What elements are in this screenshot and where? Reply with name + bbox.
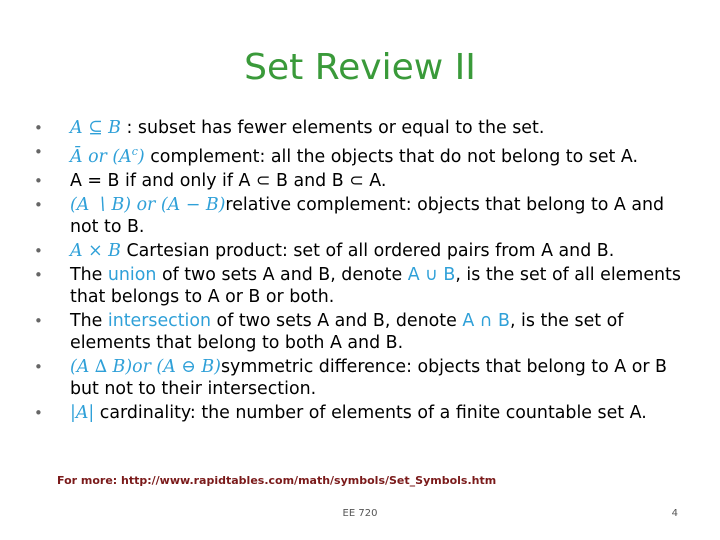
bullet-symmetric-difference bbox=[34, 356, 684, 400]
bullet-dot: • bbox=[34, 403, 43, 422]
bullet-cardinality bbox=[34, 402, 684, 424]
page-number: 4 bbox=[671, 508, 678, 519]
bullet-text-mid: of two sets A and B, denote bbox=[156, 264, 408, 285]
slide-title: Set Review II bbox=[244, 47, 476, 88]
highlight-notation: A ∪ B bbox=[407, 264, 456, 285]
bullet-union bbox=[34, 264, 684, 308]
math-superscript: c bbox=[131, 145, 138, 158]
bullet-complement bbox=[34, 141, 684, 168]
reference-link[interactable]: For more: http://www.rapidtables.com/math/symbols/Set_Symbols.htm bbox=[57, 474, 497, 487]
bullet-text: Cartesian product: set of all ordered pairs from A and B. bbox=[120, 240, 615, 261]
bullet-list bbox=[34, 117, 684, 426]
math-expression-close: ) bbox=[137, 146, 145, 167]
bullet-text-pre: The bbox=[70, 310, 108, 331]
bullet-text: symmetric difference: objects that belong to A or B but not to their intersection. bbox=[70, 356, 667, 399]
bullet-dot: • bbox=[34, 357, 43, 376]
bullet-relative-complement bbox=[34, 194, 684, 238]
bullet-text: A = B if and only if A ⊂ B and B ⊂ A. bbox=[70, 170, 387, 191]
math-expression: |A| bbox=[70, 402, 95, 423]
bullet-dot: • bbox=[34, 143, 43, 161]
math-expression: (A ∖ B) or (A − B) bbox=[70, 194, 226, 215]
bullet-dot: • bbox=[34, 171, 43, 190]
highlight-notation: A ∩ B bbox=[462, 310, 510, 331]
bullet-cartesian-product bbox=[34, 240, 684, 262]
math-expression: Ā or (A bbox=[70, 146, 132, 167]
footer-course: EE 720 bbox=[342, 508, 378, 519]
bullet-text: complement: all the objects that do not belong to set A. bbox=[144, 146, 638, 167]
bullet-text: cardinality: the number of elements of a finite countable set A. bbox=[94, 402, 647, 423]
highlight-term: union bbox=[107, 264, 157, 285]
math-expression: A × B bbox=[70, 240, 121, 261]
math-expression: A ⊆ B bbox=[70, 118, 121, 138]
bullet-dot: • bbox=[34, 265, 43, 284]
bullet-dot: • bbox=[34, 119, 43, 137]
bullet-dot: • bbox=[34, 241, 43, 260]
bullet-text-mid: of two sets A and B, denote bbox=[211, 310, 463, 331]
bullet-subset bbox=[34, 117, 684, 139]
bullet-text-post: , is the set of elements that belong to both A and B. bbox=[70, 310, 624, 353]
highlight-term: intersection bbox=[107, 310, 212, 331]
bullet-text: : subset has fewer elements or equal to the set. bbox=[120, 118, 545, 138]
bullet-text: relative complement: objects that belong to A and not to B. bbox=[70, 194, 665, 237]
bullet-intersection bbox=[34, 310, 684, 354]
bullet-dot: • bbox=[34, 311, 43, 330]
bullet-text-post: , is the set of all elements that belongs to A or B or both. bbox=[70, 264, 681, 307]
bullet-text-pre: The bbox=[70, 264, 108, 285]
math-expression: (A ∆ B)or (A ⊖ B) bbox=[70, 356, 221, 377]
bullet-dot: • bbox=[34, 195, 43, 214]
bullet-equality bbox=[34, 170, 684, 192]
